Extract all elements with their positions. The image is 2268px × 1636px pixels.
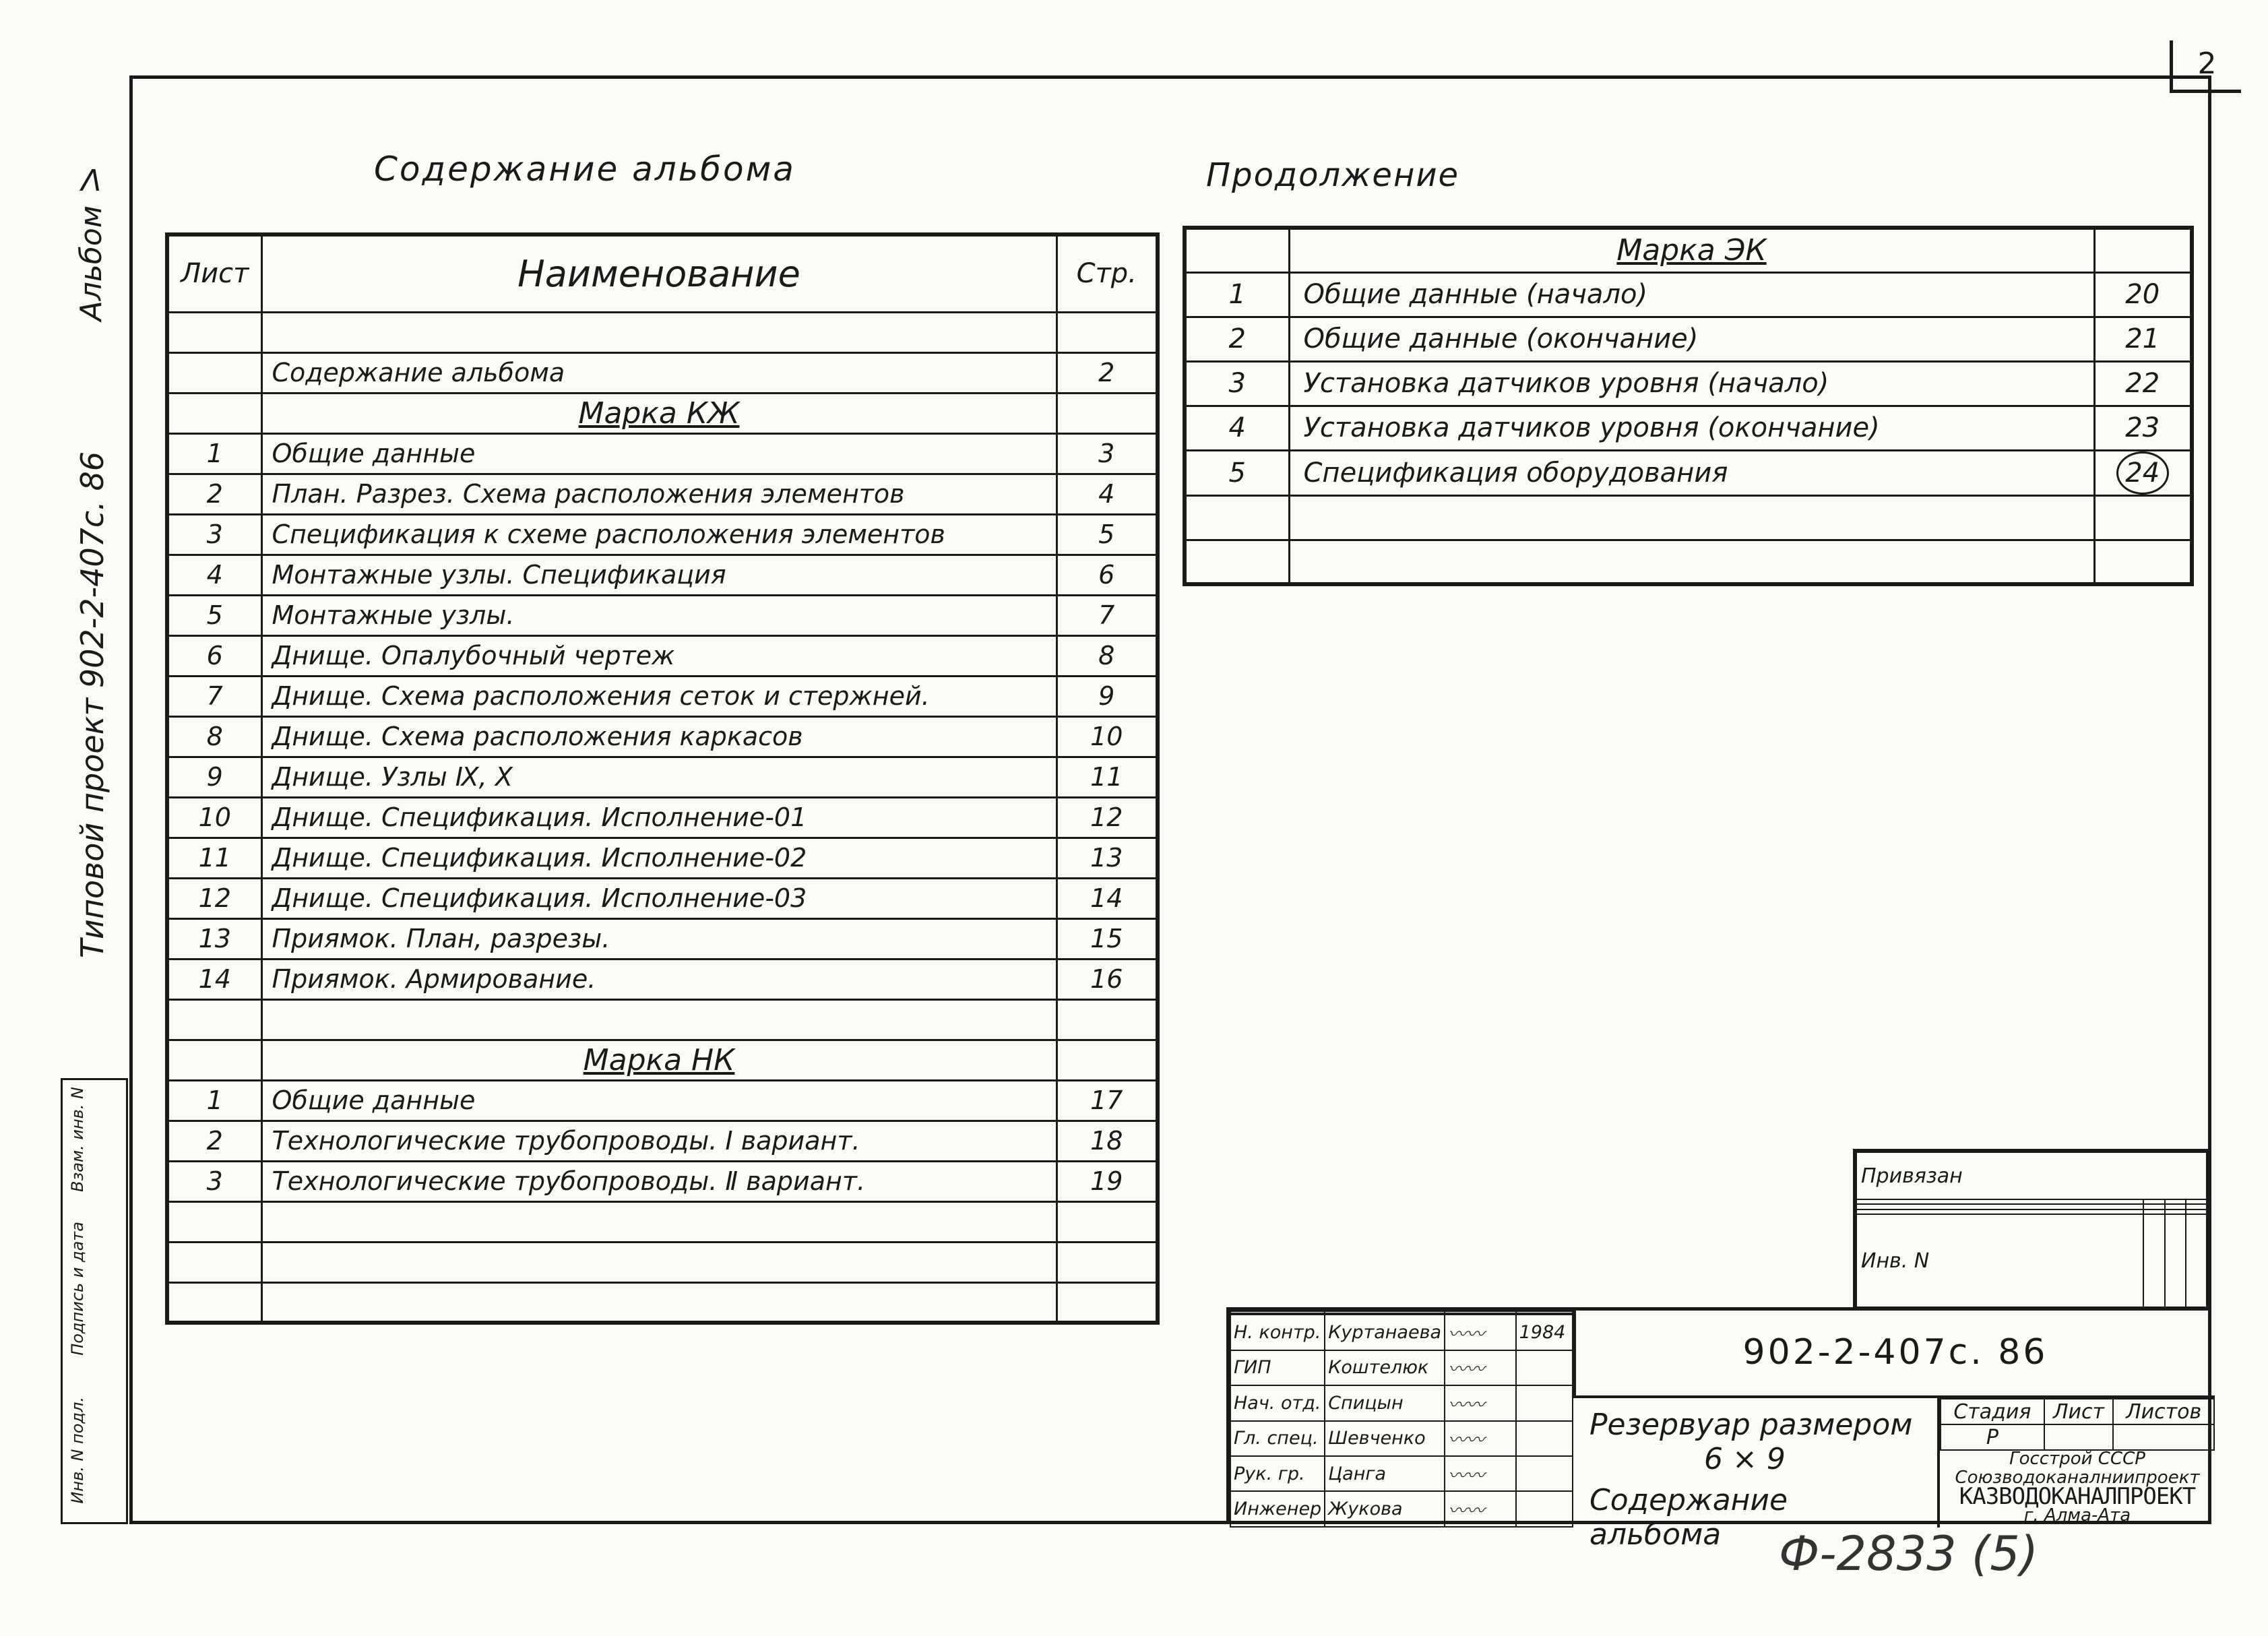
mark-heading: Марка НК: [261, 1040, 1057, 1080]
table-row: [167, 555, 1158, 595]
row-sheet: 3: [167, 514, 261, 555]
row-sheet: 12: [167, 878, 261, 918]
row-page: 23: [2094, 406, 2192, 450]
table-row: [167, 1201, 1158, 1242]
document-meta: [1940, 1398, 2215, 1528]
row-page: 19: [1057, 1161, 1158, 1201]
header-page: Стр.: [1057, 234, 1158, 312]
meta-sheet-header: Лист: [2044, 1399, 2113, 1424]
table-row: [167, 1161, 1158, 1201]
row-sheet: 2: [167, 1121, 261, 1161]
row-page: 14: [1057, 878, 1158, 918]
row-name: [261, 1282, 1057, 1323]
signature-row: [1230, 1421, 1573, 1456]
row-page: 12: [1057, 797, 1158, 838]
row-name: Приямок. Армирование.: [261, 959, 1057, 999]
row-sheet: 9: [167, 757, 261, 797]
table-row: [167, 393, 1158, 433]
row-sheet: 1: [167, 1080, 261, 1121]
row-sheet: 6: [167, 635, 261, 676]
row-name: Технологические трубопроводы. Ⅰ вариант.: [261, 1121, 1057, 1161]
row-name: Днище. Узлы Ⅸ, Ⅹ: [261, 757, 1057, 797]
table-row: [167, 1282, 1158, 1323]
role: Нач. отд.: [1230, 1385, 1325, 1420]
table-row: [167, 676, 1158, 716]
table-row: [1185, 272, 2192, 317]
row-page: 15: [1057, 918, 1158, 959]
row-sheet: 1: [167, 433, 261, 474]
document-code: 902-2-407с. 86: [1573, 1311, 2215, 1398]
row-sheet: 4: [1185, 406, 1289, 450]
album-label: Альбом Ⅴ: [74, 162, 108, 321]
org-line3: КАЗВОДОКАНАЛПРОЕКТ: [1959, 1483, 2196, 1510]
org-line1: Госстрой СССР: [2009, 1449, 2145, 1469]
mark-heading: Марка КЖ: [261, 393, 1057, 433]
row-page: [1057, 1282, 1158, 1323]
table-row: [167, 1080, 1158, 1121]
row-name: Приямок. План, разрезы.: [261, 918, 1057, 959]
row-name: [261, 1201, 1057, 1242]
organization: [1940, 1449, 2215, 1528]
table-row: [167, 838, 1158, 878]
person-name: Куртанаева: [1325, 1315, 1445, 1350]
row-page: 11: [1057, 757, 1158, 797]
row-name: [261, 999, 1057, 1040]
header-name: Наименование: [261, 234, 1057, 312]
mark-ek-heading: Марка ЭК: [1289, 228, 2094, 272]
row-sheet: 7: [167, 676, 261, 716]
signature-icon: 〰〰: [1445, 1456, 1516, 1491]
row-page: 2: [1057, 352, 1158, 393]
row-name: Общие данные: [261, 433, 1057, 474]
row-name: Общие данные: [261, 1080, 1057, 1121]
role: ГИП: [1230, 1350, 1325, 1385]
row-page: 3: [1057, 433, 1158, 474]
table-row: [1185, 406, 2192, 450]
table-row: [1185, 450, 2192, 495]
table-row: [167, 1242, 1158, 1282]
row-name: Монтажные узлы. Спецификация: [261, 555, 1057, 595]
table-row: [167, 918, 1158, 959]
table-row: [167, 959, 1158, 999]
table-row: [1185, 317, 2192, 361]
row-sheet: 8: [167, 716, 261, 757]
row-page: 10: [1057, 716, 1158, 757]
table-row: [167, 716, 1158, 757]
role: Инженер: [1230, 1491, 1325, 1527]
row-name: [261, 312, 1057, 352]
row-name: Днище. Опалубочный чертеж: [261, 635, 1057, 676]
row-sheet: [1185, 495, 1289, 540]
signature-row: [1230, 1350, 1573, 1385]
row-sheet: 2: [167, 474, 261, 514]
table-row: [167, 797, 1158, 838]
row-sheet: [167, 1242, 261, 1282]
person-name: Цанга: [1325, 1456, 1445, 1491]
row-page: 18: [1057, 1121, 1158, 1161]
row-page-cell: [2094, 450, 2192, 495]
row-sheet: 1: [1185, 272, 1289, 317]
signatures-table: [1230, 1311, 1573, 1528]
signature-row: [1230, 1456, 1573, 1491]
contents-title: Содержание альбома: [374, 150, 796, 189]
signature-icon: 〰〰: [1445, 1421, 1516, 1456]
row-name: Технологические трубопроводы. Ⅱ вариант.: [261, 1161, 1057, 1201]
row-sheet: [167, 352, 261, 393]
org-line4: г. Алма-Ата: [2023, 1505, 2131, 1525]
margin-stamp-replace: Взам. инв. N: [68, 1087, 87, 1192]
row-page: 20: [2094, 272, 2192, 317]
row-sheet: 3: [167, 1161, 261, 1201]
row-page: [1057, 312, 1158, 352]
meta-sheets-header: Листов: [2113, 1399, 2214, 1424]
row-page: [2094, 495, 2192, 540]
title-block: [1226, 1307, 2211, 1552]
row-sheet: 14: [167, 959, 261, 999]
row-name: Установка датчиков уровня (окончание): [1289, 406, 2094, 450]
person-name: Спицын: [1325, 1385, 1445, 1420]
row-page: 6: [1057, 555, 1158, 595]
table-row: [167, 1121, 1158, 1161]
row-name: Общие данные (начало): [1289, 272, 2094, 317]
row-page: 4: [1057, 474, 1158, 514]
row-sheet: [167, 999, 261, 1040]
meta-stage-header: Стадия: [1941, 1399, 2044, 1424]
archive-number: Ф-2833 (5): [1779, 1526, 2039, 1581]
row-sheet: [167, 1201, 261, 1242]
row-page: [1057, 1242, 1158, 1282]
row-name: Содержание альбома: [261, 352, 1057, 393]
table-row: [1185, 495, 2192, 540]
row-name: Днище. Схема расположения сеток и стержней.: [261, 676, 1057, 716]
row-sheet: [167, 1282, 261, 1323]
row-sheet: 5: [167, 595, 261, 635]
binding-title: Привязан: [1856, 1152, 2207, 1199]
row-page: 7: [1057, 595, 1158, 635]
meta-stage-value: Р: [1941, 1424, 2044, 1450]
row-sheet: 11: [167, 838, 261, 878]
row-sheet: [167, 312, 261, 352]
margin-stamp-sign: Подпись и дата: [68, 1222, 87, 1356]
row-name: План. Разрез. Схема расположения элементов: [261, 474, 1057, 514]
project-label: Типовой проект 902-2-407с. 86: [74, 451, 111, 959]
row-name: Днище. Спецификация. Исполнение-02: [261, 838, 1057, 878]
signature-row: [1230, 1315, 1573, 1350]
row-sheet: 2: [1185, 317, 1289, 361]
table-row: [167, 514, 1158, 555]
table-row: [167, 999, 1158, 1040]
signature-icon: 〰〰: [1445, 1315, 1516, 1350]
row-name: Спецификация к схеме расположения элементов: [261, 514, 1057, 555]
row-page: 24: [2116, 451, 2169, 495]
row-name: Монтажные узлы.: [261, 595, 1057, 635]
row-sheet: 13: [167, 918, 261, 959]
signature-icon: 〰〰: [1445, 1350, 1516, 1385]
person-name: Коштелюк: [1325, 1350, 1445, 1385]
row-name: Общие данные (окончание): [1289, 317, 2094, 361]
role: Н. контр.: [1230, 1315, 1325, 1350]
row-page: 22: [2094, 361, 2192, 406]
sheet-title: Содержание альбома: [1589, 1483, 1788, 1552]
continuation-table: [1183, 226, 2194, 586]
table-row: [167, 352, 1158, 393]
table-row: [167, 757, 1158, 797]
row-name: [1289, 540, 2094, 584]
binding-stamp: [1853, 1149, 2210, 1311]
row-sheet: 10: [167, 797, 261, 838]
row-page: 17: [1057, 1080, 1158, 1121]
person-name: Жукова: [1325, 1491, 1445, 1527]
margin-stamp-inv: Инв. N подл.: [68, 1397, 87, 1504]
row-name: [261, 1242, 1057, 1282]
table-row: [167, 433, 1158, 474]
object-name-line1: Резервуар размером: [1589, 1408, 1913, 1442]
row-page: [2094, 540, 2192, 584]
year: 1984: [1516, 1315, 1573, 1350]
signature-row: [1230, 1385, 1573, 1420]
sheet-number: 2: [2170, 40, 2241, 93]
table-row: [167, 474, 1158, 514]
row-name: [1289, 495, 2094, 540]
object-name-line2: 6 × 9: [1704, 1442, 1786, 1476]
left-margin: [67, 162, 128, 1038]
row-sheet: [1185, 540, 1289, 584]
row-name: Днище. Спецификация. Исполнение-03: [261, 878, 1057, 918]
table-row: [167, 312, 1158, 352]
table-row: [167, 878, 1158, 918]
row-page: 16: [1057, 959, 1158, 999]
row-name: Установка датчиков уровня (начало): [1289, 361, 2094, 406]
margin-stamp: [61, 1078, 128, 1524]
contents-table: [165, 232, 1160, 1325]
table-row: [167, 1040, 1158, 1080]
person-name: Шевченко: [1325, 1421, 1445, 1456]
table-row: [1185, 540, 2192, 584]
row-page: 9: [1057, 676, 1158, 716]
row-page: [1057, 999, 1158, 1040]
row-sheet: 4: [167, 555, 261, 595]
signature-row: [1230, 1491, 1573, 1527]
row-page: [1057, 1201, 1158, 1242]
row-page: 21: [2094, 317, 2192, 361]
document-name: [1576, 1398, 1940, 1552]
table-row: [167, 595, 1158, 635]
role: Гл. спец.: [1230, 1421, 1325, 1456]
table-row: [167, 635, 1158, 676]
continuation-title: Продолжение: [1206, 156, 1460, 194]
header-sheet: Лист: [167, 234, 261, 312]
row-name: Днище. Спецификация. Исполнение-01: [261, 797, 1057, 838]
role: Рук. гр.: [1230, 1456, 1325, 1491]
row-name: Спецификация оборудования: [1289, 450, 2094, 495]
row-sheet: 3: [1185, 361, 1289, 406]
row-name: Днище. Схема расположения каркасов: [261, 716, 1057, 757]
row-page: 8: [1057, 635, 1158, 676]
org-line2: Союзводоканалниипроект: [1955, 1468, 2200, 1488]
signature-icon: 〰〰: [1445, 1385, 1516, 1420]
row-page: 5: [1057, 514, 1158, 555]
row-page: 13: [1057, 838, 1158, 878]
row-sheet: 5: [1185, 450, 1289, 495]
binding-inv: Инв. N: [1856, 1214, 2143, 1307]
signature-icon: 〰〰: [1445, 1491, 1516, 1527]
table-row: [1185, 361, 2192, 406]
